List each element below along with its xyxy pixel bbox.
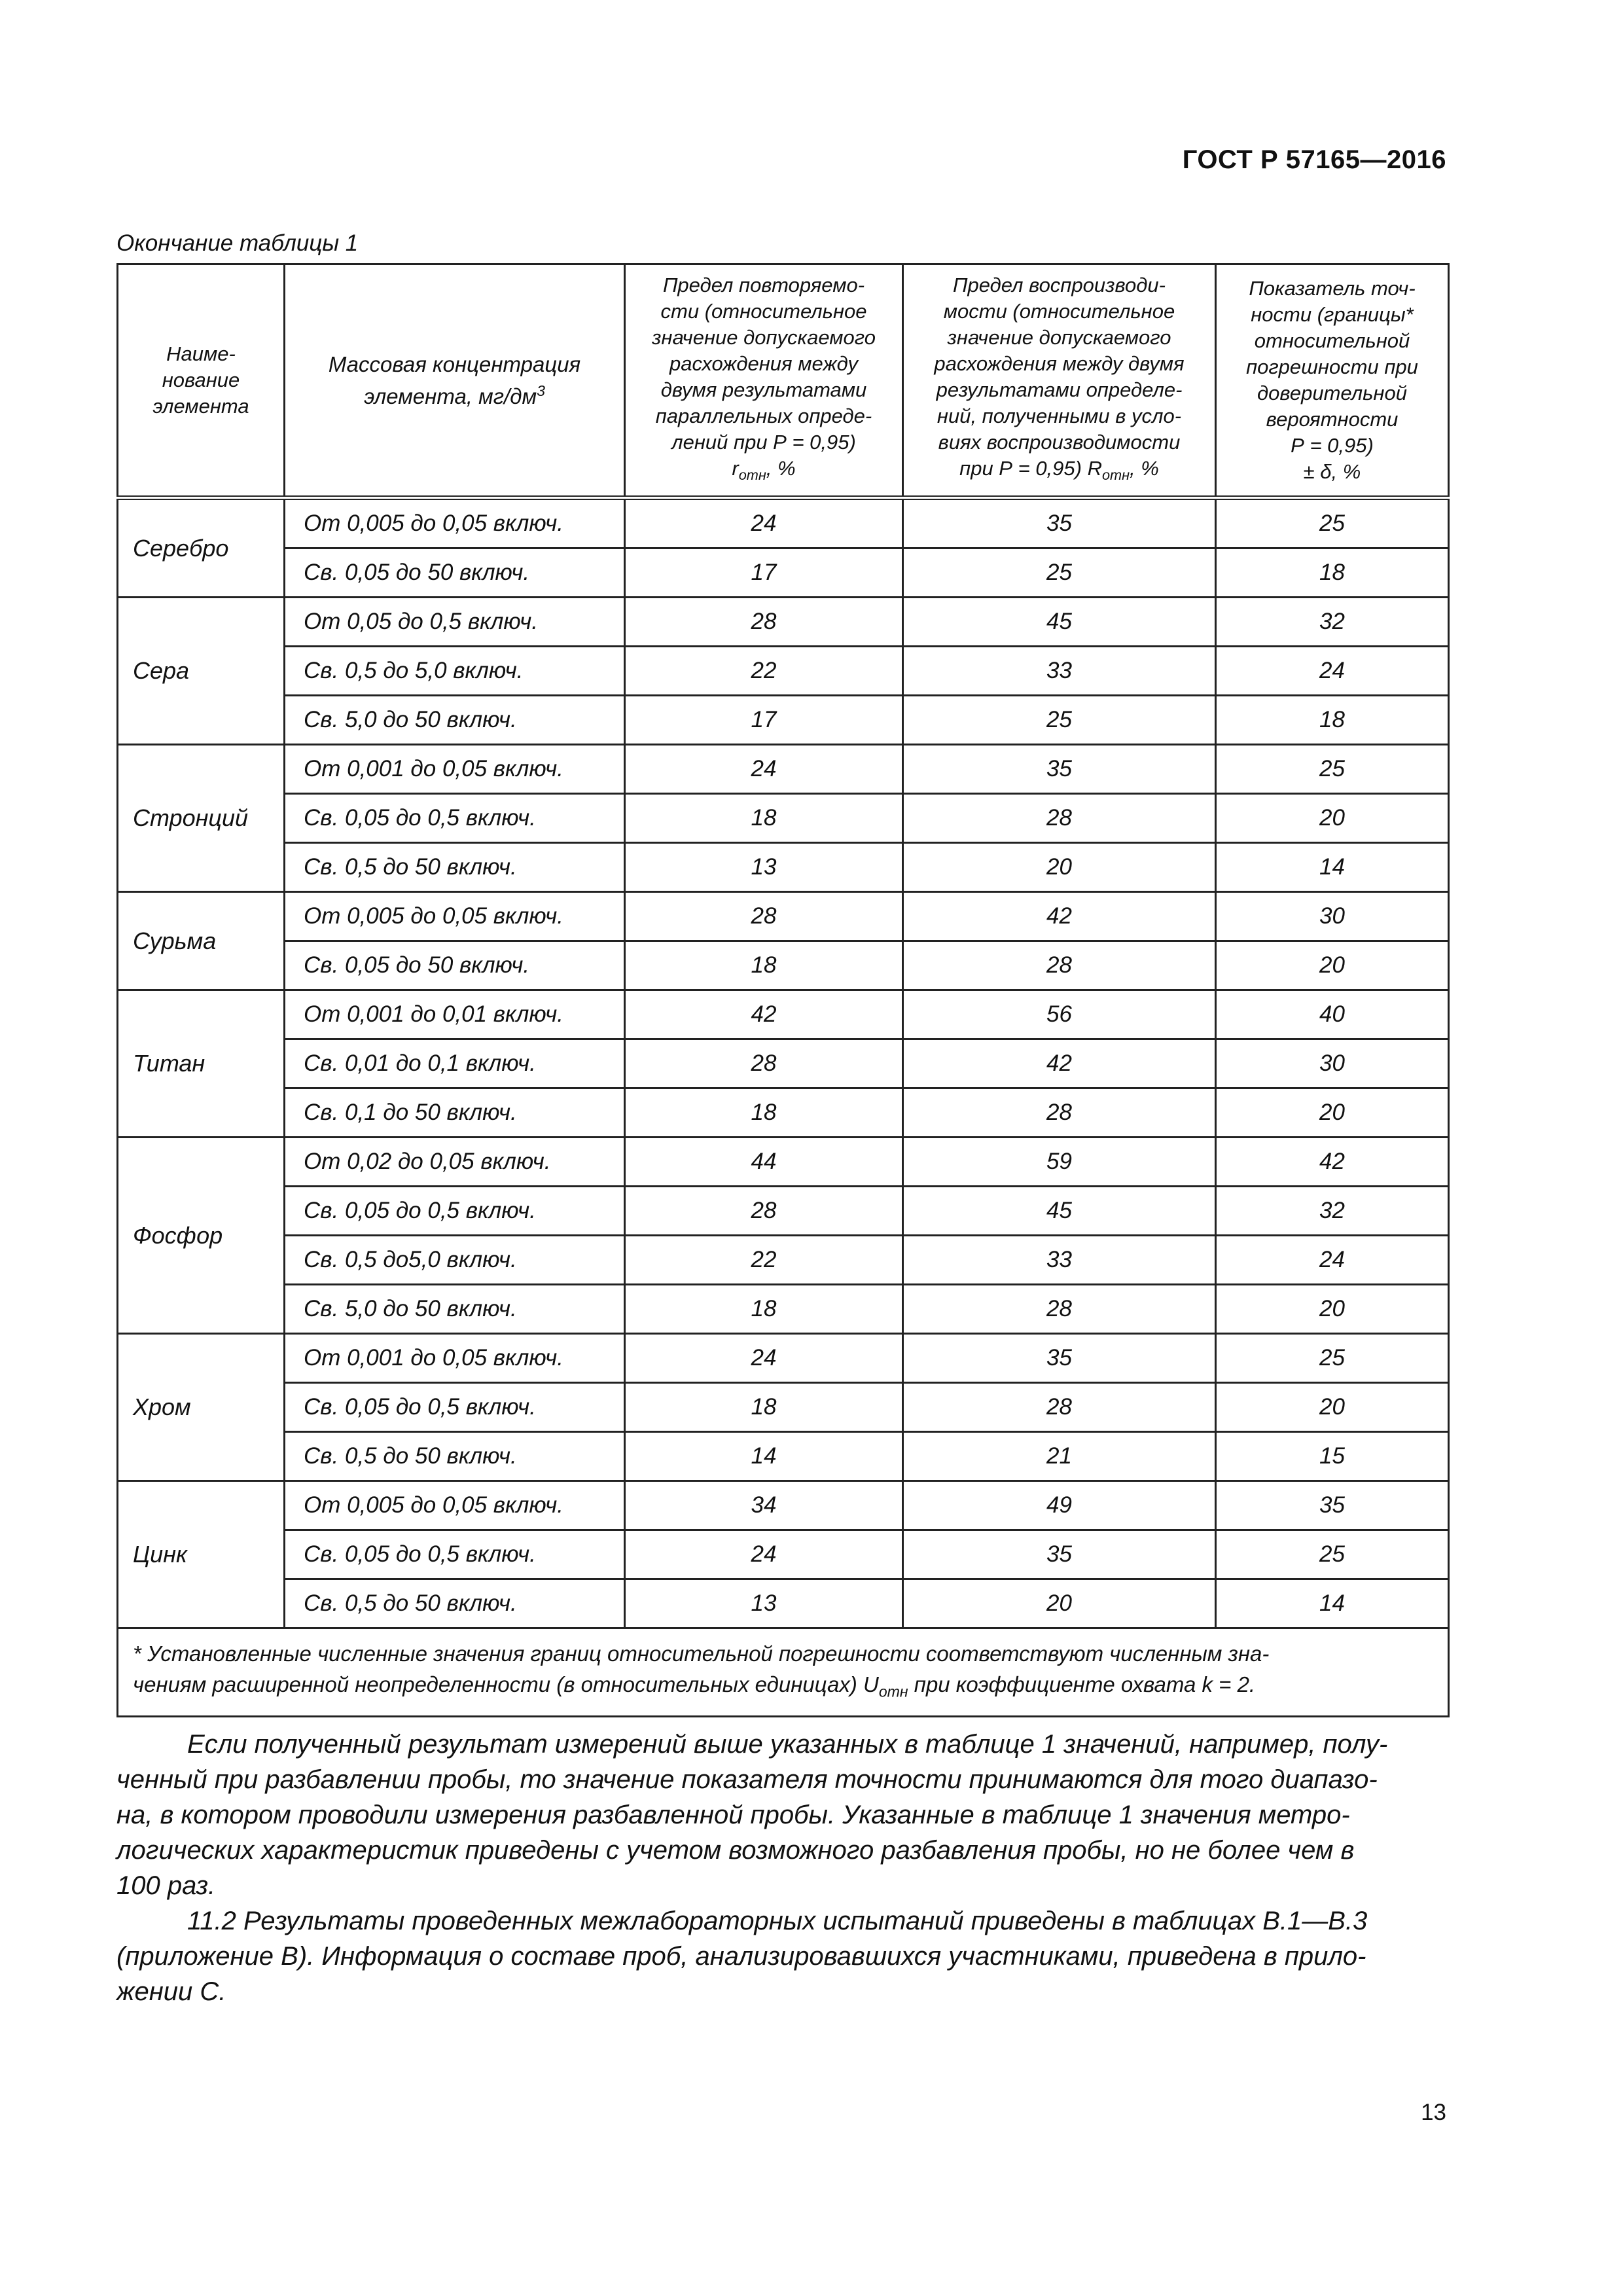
accuracy-cell: 14 (1216, 843, 1449, 892)
header-line: Предел повторяемо- (662, 273, 865, 296)
reproducibility-cell: 56 (903, 990, 1216, 1039)
header-subscript: отн (738, 467, 766, 484)
table-row (118, 1285, 1449, 1334)
footnote-line: при коэффициенте охвата k = 2. (908, 1672, 1256, 1696)
concentration-range-cell: Св. 0,5 до5,0 включ. (285, 1236, 625, 1285)
repeatability-cell: 42 (625, 990, 903, 1039)
accuracy-cell: 30 (1216, 1039, 1449, 1088)
accuracy-cell: 14 (1216, 1579, 1449, 1628)
concentration-range-cell: Св. 5,0 до 50 включ. (285, 696, 625, 745)
concentration-range-cell: От 0,005 до 0,05 включ. (285, 498, 625, 548)
reproducibility-cell: 25 (903, 548, 1216, 598)
element-name-cell: Титан (118, 990, 285, 1138)
reproducibility-cell: 35 (903, 1334, 1216, 1383)
header-symbol: при Р = 0,95) R (959, 456, 1102, 480)
table-row (118, 892, 1449, 941)
concentration-range-cell: От 0,005 до 0,05 включ. (285, 892, 625, 941)
concentration-range-cell: Св. 0,01 до 0,1 включ. (285, 1039, 625, 1088)
accuracy-cell: 32 (1216, 1187, 1449, 1236)
reproducibility-cell: 33 (903, 1236, 1216, 1285)
table-footnote (118, 1628, 1449, 1717)
table-row (118, 1088, 1449, 1138)
footnote-row (118, 1628, 1449, 1717)
reproducibility-cell: 28 (903, 1285, 1216, 1334)
header-line: мости (относительное (943, 299, 1175, 323)
table-row (118, 598, 1449, 647)
table-row (118, 1432, 1449, 1481)
concentration-range-cell: Св. 0,05 до 50 включ. (285, 941, 625, 990)
metrology-table (116, 263, 1450, 1717)
header-line: ности (границы* (1251, 303, 1414, 326)
element-name-cell: Сера (118, 598, 285, 745)
accuracy-cell: 25 (1216, 1530, 1449, 1579)
accuracy-cell: 42 (1216, 1138, 1449, 1187)
paragraph-line: жении С. (116, 1977, 226, 2006)
header-line: значение допускаемого (652, 325, 876, 349)
repeatability-cell: 18 (625, 1088, 903, 1138)
concentration-range-cell: Св. 0,5 до 5,0 включ. (285, 647, 625, 696)
table-row (118, 548, 1449, 598)
accuracy-cell: 35 (1216, 1481, 1449, 1530)
header-reproducibility (903, 264, 1216, 498)
repeatability-cell: 28 (625, 892, 903, 941)
header-line: Предел воспроизводи- (953, 273, 1166, 296)
paragraph-line: на, в котором проводили измерения разбавленной пробы. Указанные в таблице 1 значения метро- (116, 1801, 1350, 1829)
accuracy-cell: 25 (1216, 745, 1449, 794)
paragraph-2 (116, 1903, 1448, 2009)
repeatability-cell: 22 (625, 1236, 903, 1285)
table-row (118, 647, 1449, 696)
repeatability-cell: 18 (625, 1383, 903, 1432)
header-unit: , % (766, 456, 796, 480)
header-concentration (285, 264, 625, 498)
header-line: Показатель точ- (1249, 277, 1416, 300)
header-line: лений при Р = 0,95) (671, 430, 856, 454)
concentration-range-cell: Св. 0,05 до 50 включ. (285, 548, 625, 598)
header-line: расхождения между двумя (934, 351, 1185, 375)
accuracy-cell: 20 (1216, 1383, 1449, 1432)
table-body (118, 498, 1449, 1628)
concentration-range-cell: Св. 0,05 до 0,5 включ. (285, 1383, 625, 1432)
table-row (118, 1138, 1449, 1187)
concentration-range-cell: Св. 5,0 до 50 включ. (285, 1285, 625, 1334)
header-element-line: элемента (152, 395, 249, 418)
paragraph-line: 11.2 Результаты проведенных межлабораторных испытаний приведены в таблицах В.1—В.3 (187, 1907, 1368, 1935)
header-line: значение допускаемого (947, 325, 1171, 349)
concentration-range-cell: Св. 0,5 до 50 включ. (285, 1579, 625, 1628)
accuracy-cell: 18 (1216, 548, 1449, 598)
table-row (118, 1530, 1449, 1579)
accuracy-cell: 20 (1216, 1088, 1449, 1138)
header-line: погрешности при (1246, 355, 1418, 378)
accuracy-cell: 20 (1216, 794, 1449, 843)
page-number: 13 (1421, 2100, 1446, 2125)
reproducibility-cell: 35 (903, 498, 1216, 548)
header-accuracy (1216, 264, 1449, 498)
repeatability-cell: 14 (625, 1432, 903, 1481)
accuracy-cell: 15 (1216, 1432, 1449, 1481)
repeatability-cell: 24 (625, 1530, 903, 1579)
table-row (118, 941, 1449, 990)
element-name-cell: Фосфор (118, 1138, 285, 1334)
concentration-range-cell: Св. 0,05 до 0,5 включ. (285, 1530, 625, 1579)
accuracy-cell: 24 (1216, 1236, 1449, 1285)
header-concentration-sup: 3 (537, 382, 545, 399)
reproducibility-cell: 33 (903, 647, 1216, 696)
table-row (118, 1187, 1449, 1236)
reproducibility-cell: 28 (903, 1088, 1216, 1138)
element-name-cell: Сурьма (118, 892, 285, 990)
reproducibility-cell: 35 (903, 745, 1216, 794)
reproducibility-cell: 59 (903, 1138, 1216, 1187)
table-row (118, 1579, 1449, 1628)
element-name-cell: Серебро (118, 498, 285, 598)
reproducibility-cell: 25 (903, 696, 1216, 745)
table-row (118, 745, 1449, 794)
header-line: результатами определе- (936, 378, 1183, 401)
reproducibility-cell: 35 (903, 1530, 1216, 1579)
repeatability-cell: 18 (625, 1285, 903, 1334)
repeatability-cell: 28 (625, 598, 903, 647)
reproducibility-cell: 28 (903, 941, 1216, 990)
concentration-range-cell: От 0,005 до 0,05 включ. (285, 1481, 625, 1530)
reproducibility-cell: 20 (903, 843, 1216, 892)
header-subscript: отн (1101, 467, 1130, 484)
header-line: сти (относительное (660, 299, 867, 323)
reproducibility-cell: 20 (903, 1579, 1216, 1628)
header-repeatability (625, 264, 903, 498)
repeatability-cell: 28 (625, 1039, 903, 1088)
header-line: ± δ, % (1303, 460, 1361, 483)
accuracy-cell: 20 (1216, 1285, 1449, 1334)
table-caption: Окончание таблицы 1 (116, 230, 359, 256)
table-row (118, 990, 1449, 1039)
repeatability-cell: 44 (625, 1138, 903, 1187)
table-row (118, 1481, 1449, 1530)
reproducibility-cell: 45 (903, 598, 1216, 647)
concentration-range-cell: От 0,001 до 0,05 включ. (285, 1334, 625, 1383)
header-element (118, 264, 285, 498)
document-code: ГОСТ Р 57165—2016 (1182, 145, 1446, 174)
concentration-range-cell: Св. 0,5 до 50 включ. (285, 843, 625, 892)
paragraph-line: 100 раз. (116, 1871, 216, 1900)
reproducibility-cell: 45 (903, 1187, 1216, 1236)
paragraph-line: логических характеристик приведены с учетом возможного разбавления пробы, но не более чем в (116, 1836, 1355, 1865)
reproducibility-cell: 21 (903, 1432, 1216, 1481)
accuracy-cell: 24 (1216, 647, 1449, 696)
header-line: виях воспроизводимости (938, 430, 1181, 454)
repeatability-cell: 18 (625, 794, 903, 843)
concentration-range-cell: Св. 0,5 до 50 включ. (285, 1432, 625, 1481)
accuracy-cell: 30 (1216, 892, 1449, 941)
header-line: Р = 0,95) (1291, 434, 1374, 457)
concentration-range-cell: От 0,001 до 0,05 включ. (285, 745, 625, 794)
repeatability-cell: 13 (625, 1579, 903, 1628)
concentration-range-cell: Св. 0,05 до 0,5 включ. (285, 794, 625, 843)
header-element-line: нование (162, 368, 240, 391)
repeatability-cell: 22 (625, 647, 903, 696)
concentration-range-cell: От 0,02 до 0,05 включ. (285, 1138, 625, 1187)
repeatability-cell: 24 (625, 1334, 903, 1383)
repeatability-cell: 18 (625, 941, 903, 990)
paragraph-1 (116, 1727, 1448, 1903)
reproducibility-cell: 42 (903, 1039, 1216, 1088)
footnote-subscript: отн (878, 1683, 908, 1700)
header-line: двумя результатами (660, 378, 867, 401)
element-name-cell: Стронций (118, 745, 285, 892)
reproducibility-cell: 28 (903, 1383, 1216, 1432)
paragraph-line: ченный при разбавлении пробы, то значение показателя точности принимаются для того диапазо- (116, 1765, 1378, 1794)
concentration-range-cell: Св. 0,05 до 0,5 включ. (285, 1187, 625, 1236)
repeatability-cell: 13 (625, 843, 903, 892)
accuracy-cell: 40 (1216, 990, 1449, 1039)
accuracy-cell: 25 (1216, 1334, 1449, 1383)
reproducibility-cell: 28 (903, 794, 1216, 843)
accuracy-cell: 32 (1216, 598, 1449, 647)
repeatability-cell: 17 (625, 548, 903, 598)
table-header-row (118, 264, 1449, 498)
concentration-range-cell: От 0,05 до 0,5 включ. (285, 598, 625, 647)
reproducibility-cell: 42 (903, 892, 1216, 941)
repeatability-cell: 24 (625, 745, 903, 794)
table-row (118, 498, 1449, 548)
repeatability-cell: 17 (625, 696, 903, 745)
table-row (118, 1383, 1449, 1432)
header-line: параллельных опреде- (655, 404, 872, 427)
header-line: ний, полученными в усло- (936, 404, 1182, 427)
header-line: расхождения между (669, 351, 858, 375)
accuracy-cell: 20 (1216, 941, 1449, 990)
header-element-line: Наиме- (166, 342, 236, 365)
header-symbol: r (732, 456, 739, 480)
accuracy-cell: 18 (1216, 696, 1449, 745)
table-row (118, 794, 1449, 843)
repeatability-cell: 24 (625, 498, 903, 548)
table-row (118, 1236, 1449, 1285)
header-line: вероятности (1266, 408, 1399, 431)
header-line: доверительной (1257, 382, 1407, 404)
table-row (118, 843, 1449, 892)
concentration-range-cell: От 0,001 до 0,01 включ. (285, 990, 625, 1039)
element-name-cell: Хром (118, 1334, 285, 1481)
header-concentration-text: Массовая концентрация элемента, мг/дм (328, 351, 581, 408)
concentration-range-cell: Св. 0,1 до 50 включ. (285, 1088, 625, 1138)
repeatability-cell: 28 (625, 1187, 903, 1236)
footnote-line: * Установленные численные значения границ относительной погрешности соответствуют численным зна- (133, 1641, 1270, 1666)
reproducibility-cell: 49 (903, 1481, 1216, 1530)
header-unit: , % (1130, 456, 1159, 480)
paragraph-line: Если полученный результат измерений выше указанных в таблице 1 значений, например, полу- (187, 1730, 1388, 1759)
table-row (118, 696, 1449, 745)
paragraph-line: (приложение В). Информация о составе проб, анализировавшихся участниками, приведена в прило- (116, 1942, 1366, 1971)
repeatability-cell: 34 (625, 1481, 903, 1530)
footnote-line: чениям расширенной неопределенности (в относительных единицах) U (133, 1672, 879, 1696)
element-name-cell: Цинк (118, 1481, 285, 1628)
table-row (118, 1039, 1449, 1088)
header-line: относительной (1254, 329, 1410, 352)
table-row (118, 1334, 1449, 1383)
accuracy-cell: 25 (1216, 498, 1449, 548)
